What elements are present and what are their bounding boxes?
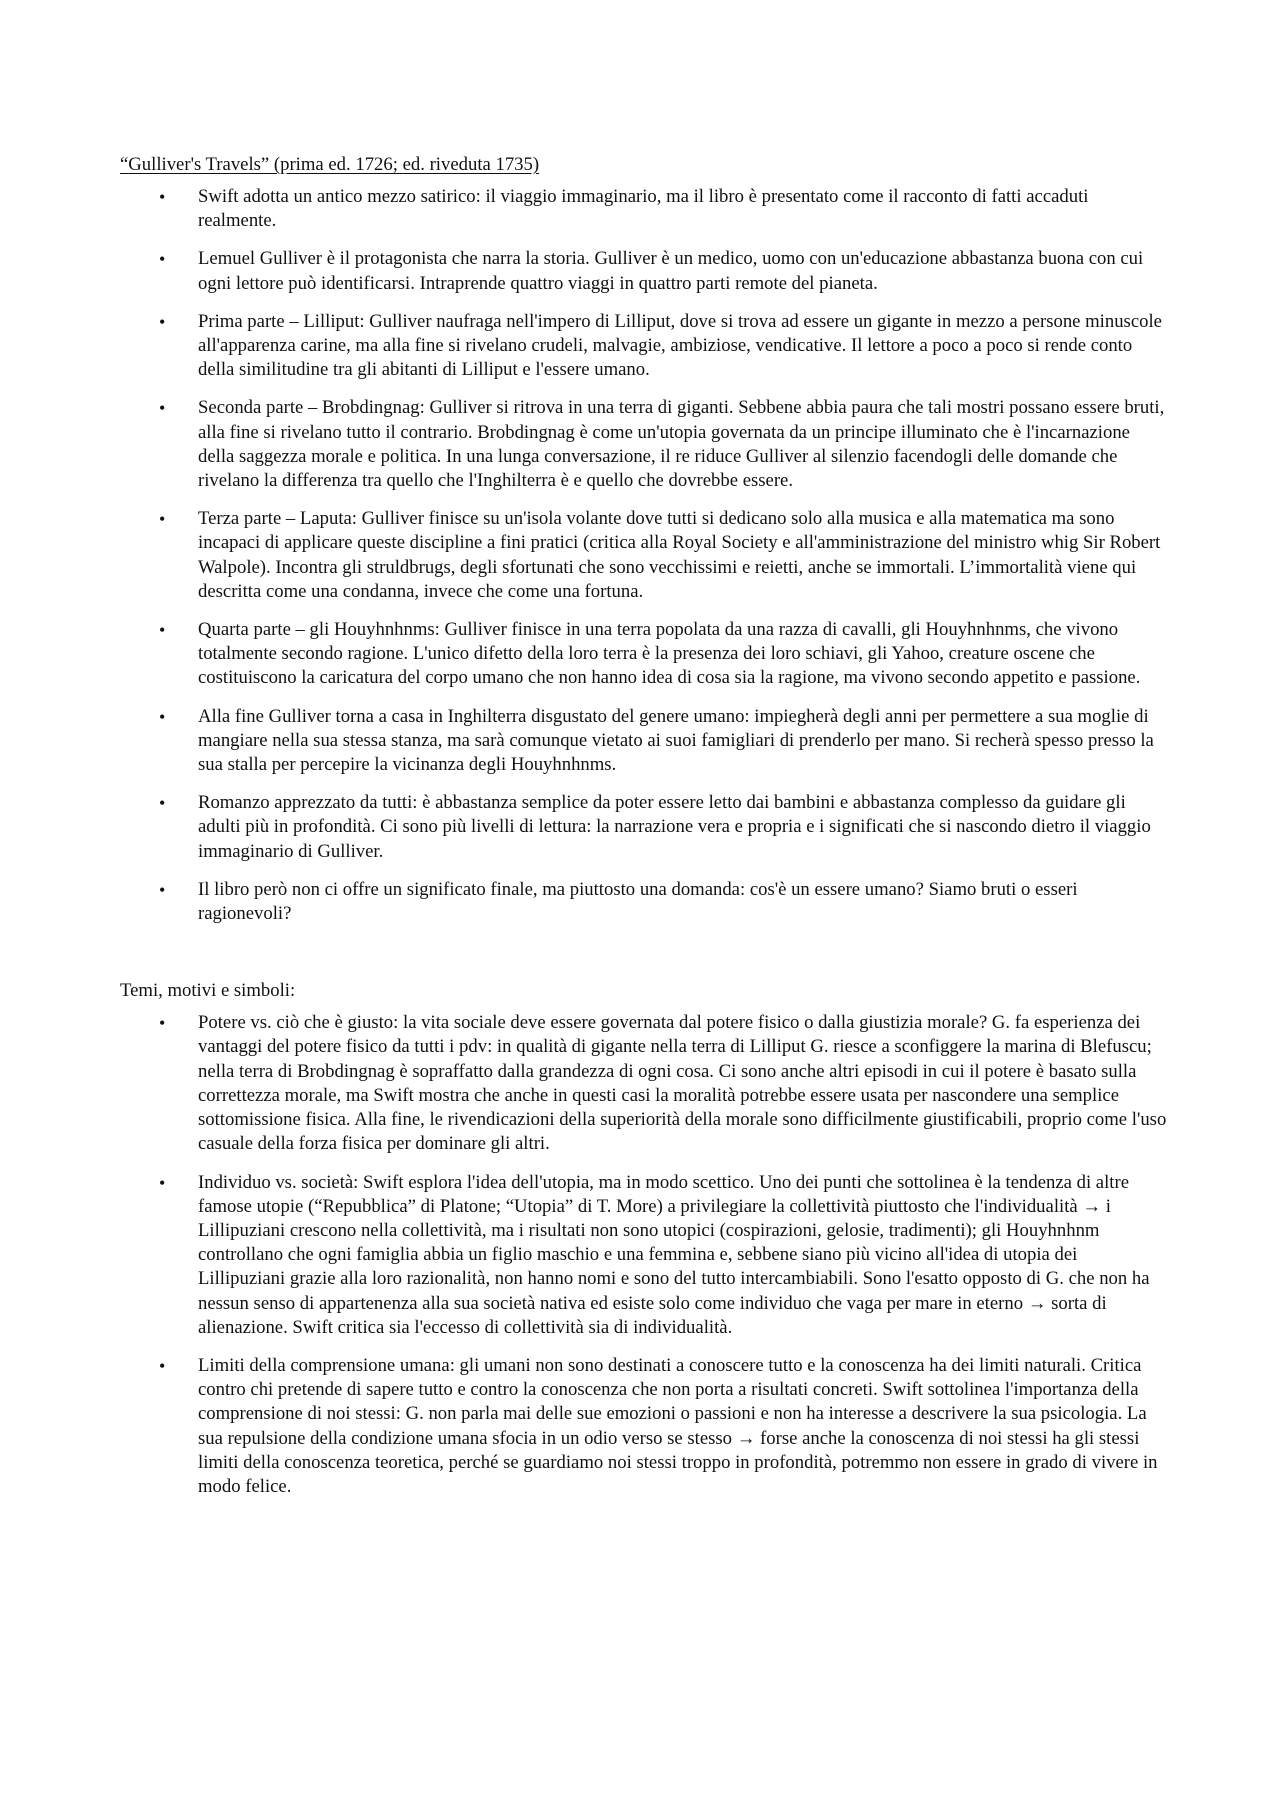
bullet-icon: • (159, 1172, 166, 1193)
list-item (120, 507, 1168, 604)
list-item-text: Alla fine Gulliver torna a casa in Inghilterra disgustato del genere umano: impiegherà degli anni per permettere a sua moglie di mangiare nella sua stessa stanza, ma sarà comunque vietato ai suoi famigliari di prenderlo per mano. Si recherà spesso presso la sua stalla per percepire la vicinanza degli Houyhnhnms. (198, 705, 1154, 776)
themes-bullet-list (120, 1011, 1168, 1499)
list-item (120, 791, 1168, 864)
title-text: Gulliver's Travels” (prima ed. 1726; ed. riveduta 1735) (128, 154, 540, 175)
list-item-text: Quarta parte – gli Houyhnhnms: Gulliver finisce in una terra popolata da una razza di cavalli, gli Houyhnhnms, che vivono totalmente secondo ragione. L'unico difetto della loro terra è la presenza dei loro schiavi, gli Yahoo, creature oscene che costituiscono la caricatura del corpo umano che non hanno idea di cosa sia la ragione, ma vivono secondo appetito e passione. (198, 619, 1141, 689)
bullet-icon: • (159, 398, 166, 419)
list-item (120, 618, 1168, 691)
list-item (120, 878, 1168, 926)
title-open-quote: “ (120, 154, 129, 175)
bullet-icon: • (159, 187, 166, 207)
bullet-icon: • (159, 1013, 166, 1034)
list-item-text: Potere vs. ciò che è giusto: la vita sociale deve essere governata dal potere fisico o dalla giustizia morale? G. fa esperienza dei vantaggi del potere fisico da tutti i pdv: in qualità di gigante nella terra di Lilliput G. riesce a sconfiggere la marina di Blefuscu; nella terra di Brobdingnag è sopraffatto dalla grandezza di ogni cosa. Ci sono anche altri episodi in cui il potere è basato sulla correttezza morale, ma Swift mostra che anche in questi casi la moralità potrebbe essere usata per nascondere una semplice sottomissione fisica. Alla fine, le rivendicazioni della superiorità della morale sono difficilmente giustificabili, proprio come l'uso casuale della forza fisica per dominare gli altri. (198, 1012, 1167, 1155)
list-item (120, 705, 1168, 778)
bullet-icon: • (159, 620, 166, 641)
list-item-text: Romanzo apprezzato da tutti: è abbastanza semplice da poter essere letto dai bambini e abbastanza complesso da guidare gli adulti più in profondità. Ci sono più livelli di lettura: la narrazione vera e propria e i significati che si nascondo dietro il viaggio immaginario di Gulliver. (198, 792, 1151, 862)
list-item (120, 396, 1168, 493)
list-item (120, 310, 1168, 383)
section-title-gullivers-travels (120, 153, 1168, 177)
bullet-icon: • (159, 1355, 166, 1376)
list-item (120, 1011, 1168, 1156)
list-item (120, 1354, 1168, 1499)
bullet-icon: • (159, 249, 166, 270)
list-item (120, 185, 1168, 233)
list-item (120, 1171, 1168, 1340)
summary-bullet-list (120, 185, 1168, 926)
list-item-text: Il libro però non ci offre un significato finale, ma piuttosto una domanda: cos'è un essere umano? Siamo bruti o esseri ragionevoli? (198, 878, 1078, 925)
section-spacer (120, 940, 1168, 979)
bullet-icon: • (159, 509, 166, 530)
list-item-text: Individuo vs. società: Swift esplora l'idea dell'utopia, ma in modo scettico. Uno dei punti che sottolinea è la tendenza di altre famose utopie (“Repubblica” di Platone; “Utopia” di T. More) a privilegiare la collettività piuttosto che l'individualità → i Lillipuziani crescono nella collettività, ma i risultati non sono utopici (cospirazioni, gelosie, tradimenti); gli Houyhnhnm controllano che ogni famiglia abbia un figlio maschio e una femmina e, sebbene siano più vicino all'idea di utopia dei Lillipuziani grazie alla loro razionalità, non hanno nomi e sono del tutto intercambiabili. Sono l'esatto opposto di G. che non ha nessun senso di appartenenza alla sua società nativa ed esiste solo come individuo che vaga per mare in eterno → sorta di alienazione. Swift critica sia l'eccesso di collettività sia di individualità. (198, 1171, 1150, 1338)
list-item-text: Terza parte – Laputa: Gulliver finisce su un'isola volante dove tutti si dedicano solo alla musica e alla matematica ma sono incapaci di applicare queste discipline a fini pratici (critica alla Royal Society e all'amministrazione del ministro whig Sir Robert Walpole). Incontra gli struldbrugs, degli sfortunati che sono vecchissimi e reietti, anche se immortali. L’immortalità viene qui descritta come una condanna, invece che come una fortuna. (198, 508, 1161, 602)
list-item (120, 247, 1168, 295)
list-item-text: Lemuel Gulliver è il protagonista che narra la storia. Gulliver è un medico, uomo con un'educazione abbastanza buona con cui ogni lettore può identificarsi. Intraprende quattro viaggi in quattro parti remote del pianeta. (198, 248, 1144, 294)
list-item-text: Seconda parte – Brobdingnag: Gulliver si ritrova in una terra di giganti. Sebbene abbia paura che tali mostri possano essere bruti, alla fine si rivelano tutto il contrario. Brobdingnag è come un'utopia governata da un principe illuminato che è l'incarnazione della saggezza morale e politica. In una lunga conversazione, il re riduce Gulliver al silenzio facendogli delle domande che rivelano la differenza tra quello che l'Inghilterra è e quello che dovrebbe essere. (198, 397, 1165, 492)
list-item-text: Limiti della comprensione umana: gli umani non sono destinati a conoscere tutto e la conoscenza ha dei limiti naturali. Critica contro chi pretende di sapere tutto e contro la conoscenza che non porta a risultati concreti. Swift sottolinea l'importanza della comprensione di noi stessi: G. non parla mai delle sue emozioni o passioni e non ha interesse a descrivere la sua psicologia. La sua repulsione della condizione umana sfocia in un odio verso se stesso → forse anche la conoscenza di noi stessi ha gli stessi limiti della conoscenza teoretica, perché se guardiamo noi stessi troppo in profondità, potremmo non essere in grado di vivere in modo felice. (198, 1354, 1158, 1497)
bullet-icon: • (159, 311, 166, 332)
list-item-text: Prima parte – Lilliput: Gulliver naufraga nell'impero di Lilliput, dove si trova ad essere un gigante in mezzo a persone minuscole all'apparenza carine, ma alla fine si rivelano crudeli, malvagie, ambiziose, vendicative. Il lettore a poco a poco si rende conto della similitudine tra gli abitanti di Lilliput e l'essere umano. (198, 310, 1162, 381)
bullet-icon: • (159, 879, 166, 900)
section-title-themes: Temi, motivi e simboli: (120, 980, 296, 1002)
list-item-text: Swift adotta un antico mezzo satirico: il viaggio immaginario, ma il libro è presentato come il racconto di fatti accaduti realmente. (198, 186, 1089, 232)
bullet-icon: • (159, 706, 166, 727)
bullet-icon: • (159, 793, 166, 814)
